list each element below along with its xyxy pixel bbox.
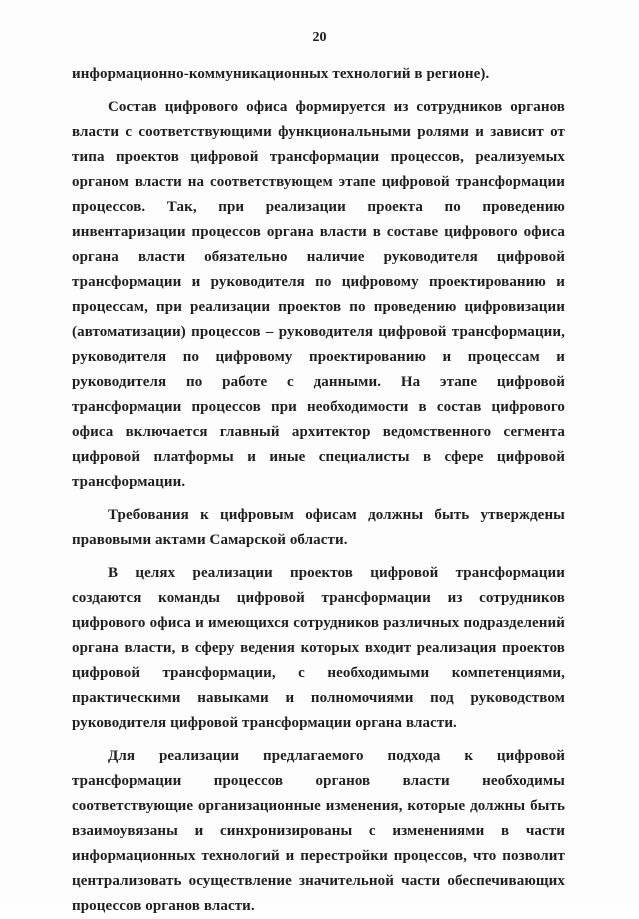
paragraph-organizational-changes: Для реализации предлагаемого подхода к цифровой трансформации процессов органов власти необходимы соответствующие организационные изменения, которые должны быть взаимоувязаны и синхронизированы с изменениями в части информационных технологий и перестройки процессов, что позволит централизовать осуществление значительной части обеспечивающих процессов органов власти. [72,748,565,914]
document-body [72,62,565,919]
paragraph-transformation-teams: В целях реализации проектов цифровой трансформации создаются команды цифровой трансформации из сотрудников цифрового офиса и имеющихся сотрудников различных подразделений органа власти, в сферу ведения которых входит реализация проектов цифровой трансформации, с необходимыми компетенциями, практическими навыками и полномочиями под руководством руководителя цифровой трансформации органа власти. [72,565,565,731]
paragraph-continuation: информационно-коммуникационных технологий в регионе). [72,66,490,82]
paragraph-digital-office-composition: Состав цифрового офиса формируется из сотрудников органов власти с соответствующими функциональными ролями и зависит от типа проектов цифровой трансформации процессов, реализуемых органом власти на соответствующем этапе цифровой трансформации процессов. Так, при реализации проекта по проведению инвентаризации процессов органа власти в составе цифрового офиса органа власти обязательно наличие руководителя цифровой трансформации и руководителя по цифровому проектированию и процессам, при реализации проектов по проведению цифровизации (автоматизации) процессов – руководителя цифровой трансформации, руководителя по цифровому проектированию и процессам и руководителя по работе с данными. На этапе цифровой трансформации процессов при необходимости в состав цифрового офиса включается главный архитектор ведомственного сегмента цифровой платформы и иные специалисты в сфере цифровой трансформации. [72,99,565,490]
page-number: 20 [312,30,327,45]
paragraph-requirements: Требования к цифровым офисам должны быть утверждены правовыми актами Самарской области. [72,507,565,548]
